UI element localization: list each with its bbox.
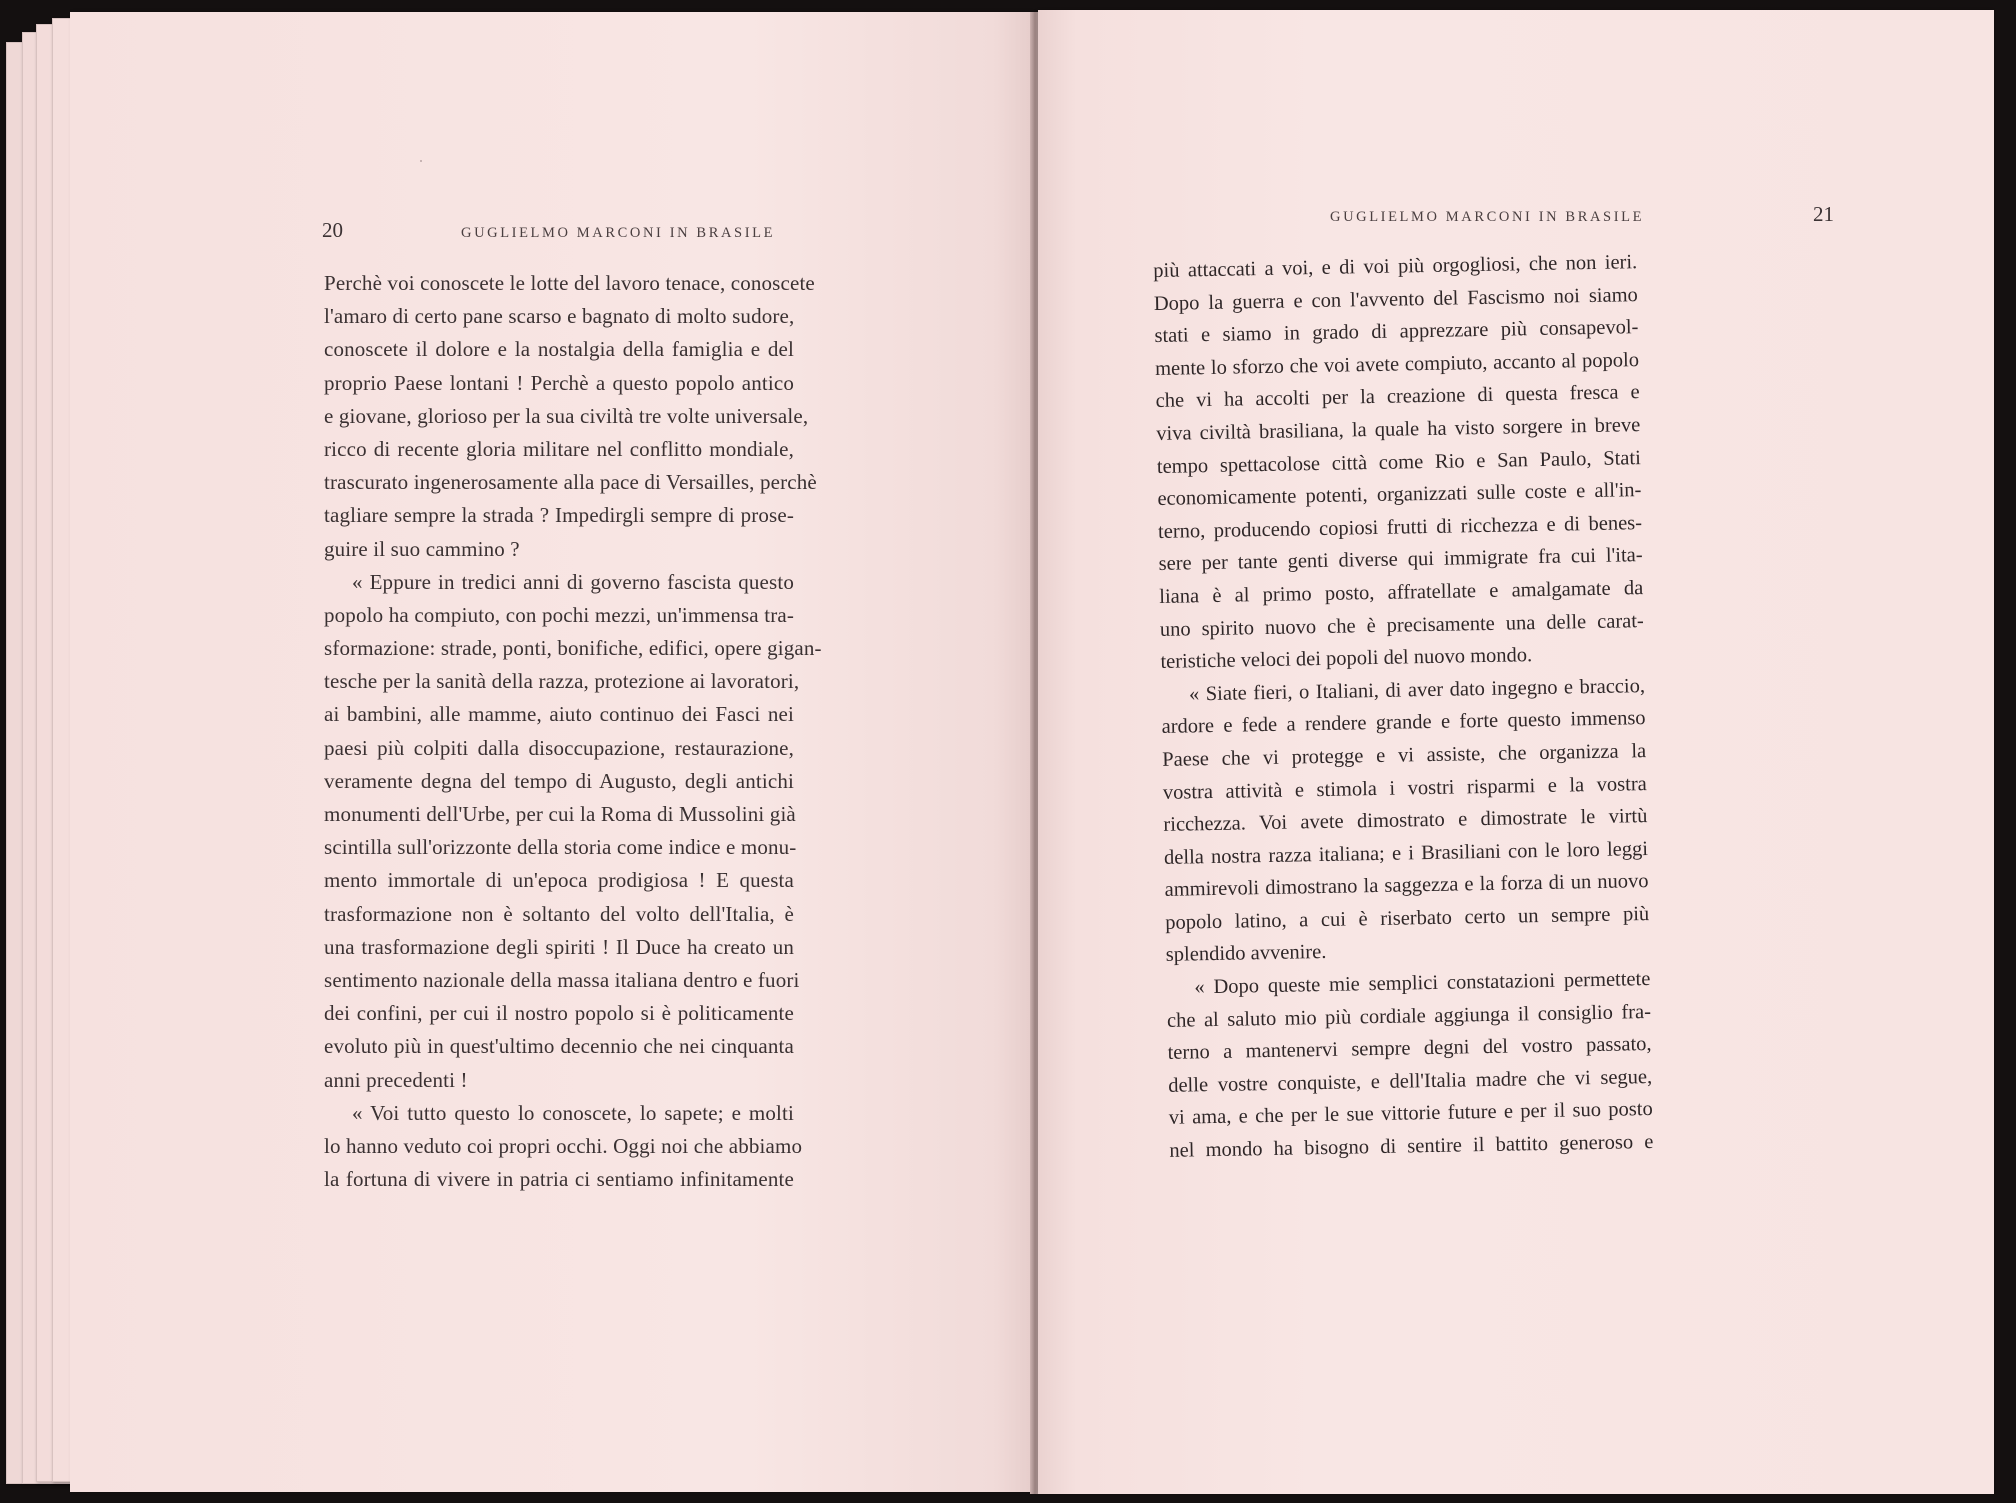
text-line: l'amaro di certo pane scarso e bagnato di molto sudore, [324,304,795,329]
text-line: tesche per la sanità della razza, protezione ai lavoratori, [324,669,800,694]
text-line: trascurato ingenerosamente alla pace di Versailles, perchè [324,470,817,495]
text-line: Perchè voi conoscete le lotte del lavoro tenace, conoscete [324,271,815,295]
text-line: che vi ha accolti per la creazione di questa fresca e [1155,381,1640,413]
text-line: « Siate fieri, o Italiani, di aver dato ingegno e braccio, [1188,674,1646,706]
text-line: tempo spettacolose città come Rio e San Paulo, Stati [1156,446,1641,478]
text-line: anni precedenti ! [324,1067,468,1092]
text-line: guire il suo cammino ? [324,536,520,561]
text-line: una trasformazione degli spiriti ! Il Duce ha creato un [324,934,794,959]
page-number: 20 [322,218,343,242]
text-line: liana è al primo posto, affratellate e amalgamate da [1159,577,1644,608]
text-line: terno a mantenervi sempre degni del vostro passato, [1167,1033,1652,1065]
left-page [70,12,1032,1492]
text-line: evoluto più in quest'ultimo decennio che nei cinquanta [324,1034,794,1059]
text-line: ammirevoli dimostrano la saggezza e la forza di un nuovo [1164,870,1649,902]
text-line: mento immortale di un'epoca prodigiosa ! E questa [324,868,794,893]
running-head: GUGLIELMO MARCONI IN BRASILE [1330,209,1645,225]
text-line: e giovane, glorioso per la sua civiltà tre volte universale, [324,403,809,428]
text-line: scintilla sull'orizzonte della storia come indice e monu- [324,835,797,860]
text-line: ricchezza. Voi avete dimostrato e dimostrate le virtù [1163,805,1648,836]
page-number: 21 [1813,202,1834,226]
text-line: paesi più colpiti dalla disoccupazione, restaurazione, [324,735,794,760]
text-line: nel mondo ha bisogno di sentire il battito generoso e [1169,1131,1654,1162]
text-line: economicamente potenti, organizzati sulle coste e all'in- [1157,479,1642,511]
text-line: che al saluto mio più cordiale aggiunga il consiglio fra- [1166,1000,1652,1032]
text-line: trasformazione non è soltanto del volto dell'Italia, è [324,901,794,926]
text-line: viva civiltà brasiliana, la quale ha visto sorgere in breve [1156,414,1641,445]
text-line: la fortuna di vivere in patria ci sentiamo infinitamente [324,1167,794,1192]
text-line: ai bambini, alle mamme, aiuto continuo dei Fasci nei [324,702,794,727]
text-line: mente lo sforzo che voi avete compiuto, accanto al popolo [1154,348,1640,380]
text-line: popolo ha compiuto, con pochi mezzi, un'immensa tra- [324,602,794,627]
text-line: della nostra razza italiana; e i Brasiliani con le loro leggi [1163,837,1649,869]
text-line: ricco di recente gloria militare nel conflitto mondiale, [324,436,794,461]
text-line: « Eppure in tredici anni di governo fascista questo [352,569,794,594]
text-line: ardore e fede a rendere grande e forte questo immenso [1161,707,1646,739]
text-line: sentimento nazionale della massa italiana dentro e fuori [324,967,800,992]
text-line: più attaccati a voi, e di voi più orgogliosi, che non ieri. [1153,251,1638,282]
right-page-body [1153,246,1654,1167]
right-page-header [1286,202,1834,232]
text-line: vostra attività e stimola i vostri risparmi e la vostra [1162,772,1647,804]
text-line: « Voi tutto questo lo conoscete, lo sapete; e molti [352,1100,794,1125]
text-line: delle vostre conquiste, e dell'Italia madre che vi segue, [1168,1065,1653,1097]
text-line: tagliare sempre la strada ? Impedirgli sempre di prose- [324,503,794,528]
text-line: splendido avvenire. [1165,941,1327,967]
running-head: GUGLIELMO MARCONI IN BRASILE [461,225,776,241]
left-page-header [322,218,862,248]
text-line: Dopo la guerra e con l'avvento del Fascismo noi siamo [1153,283,1639,315]
text-line: vi ama, e che per le sue vittorie future e per il suo posto [1168,1098,1653,1130]
text-line: Paese che vi protegge e vi assiste, che organizza la [1162,739,1647,771]
text-line: sere per tante genti diverse qui immigrate fra cui l'ita- [1158,544,1643,576]
right-page [1038,10,1994,1494]
text-line: terno, producendo copiosi frutti di ricchezza e di benes- [1157,511,1643,543]
text-line: uno spirito nuovo che è precisamente una delle carat- [1159,609,1644,641]
text-line: conoscete il dolore e la nostalgia della famiglia e del [324,337,794,362]
text-line: teristiche veloci dei popoli del nuovo mondo. [1160,644,1533,674]
text-line: « Dopo queste mie semplici constatazioni permettete [1194,968,1651,999]
text-line: sformazione: strade, ponti, bonifiche, edifici, opere gigan- [324,636,822,661]
text-line: monumenti dell'Urbe, per cui la Roma di Mussolini già [324,802,796,826]
text-line: stati e siamo in grado di apprezzare più consapevol- [1154,316,1639,348]
left-page-body [324,267,822,1196]
text-line: popolo latino, a cui è riserbato certo un sempre più [1165,902,1650,934]
text-line: proprio Paese lontani ! Perchè a questo popolo antico [324,370,794,395]
paper-speck [420,160,422,162]
text-line: veramente degna del tempo di Augusto, degli antichi [324,768,794,793]
text-line: dei confini, per cui il nostro popolo si è politicamente [324,1001,794,1026]
text-line: lo hanno veduto coi propri occhi. Oggi noi che abbiamo [324,1133,803,1158]
